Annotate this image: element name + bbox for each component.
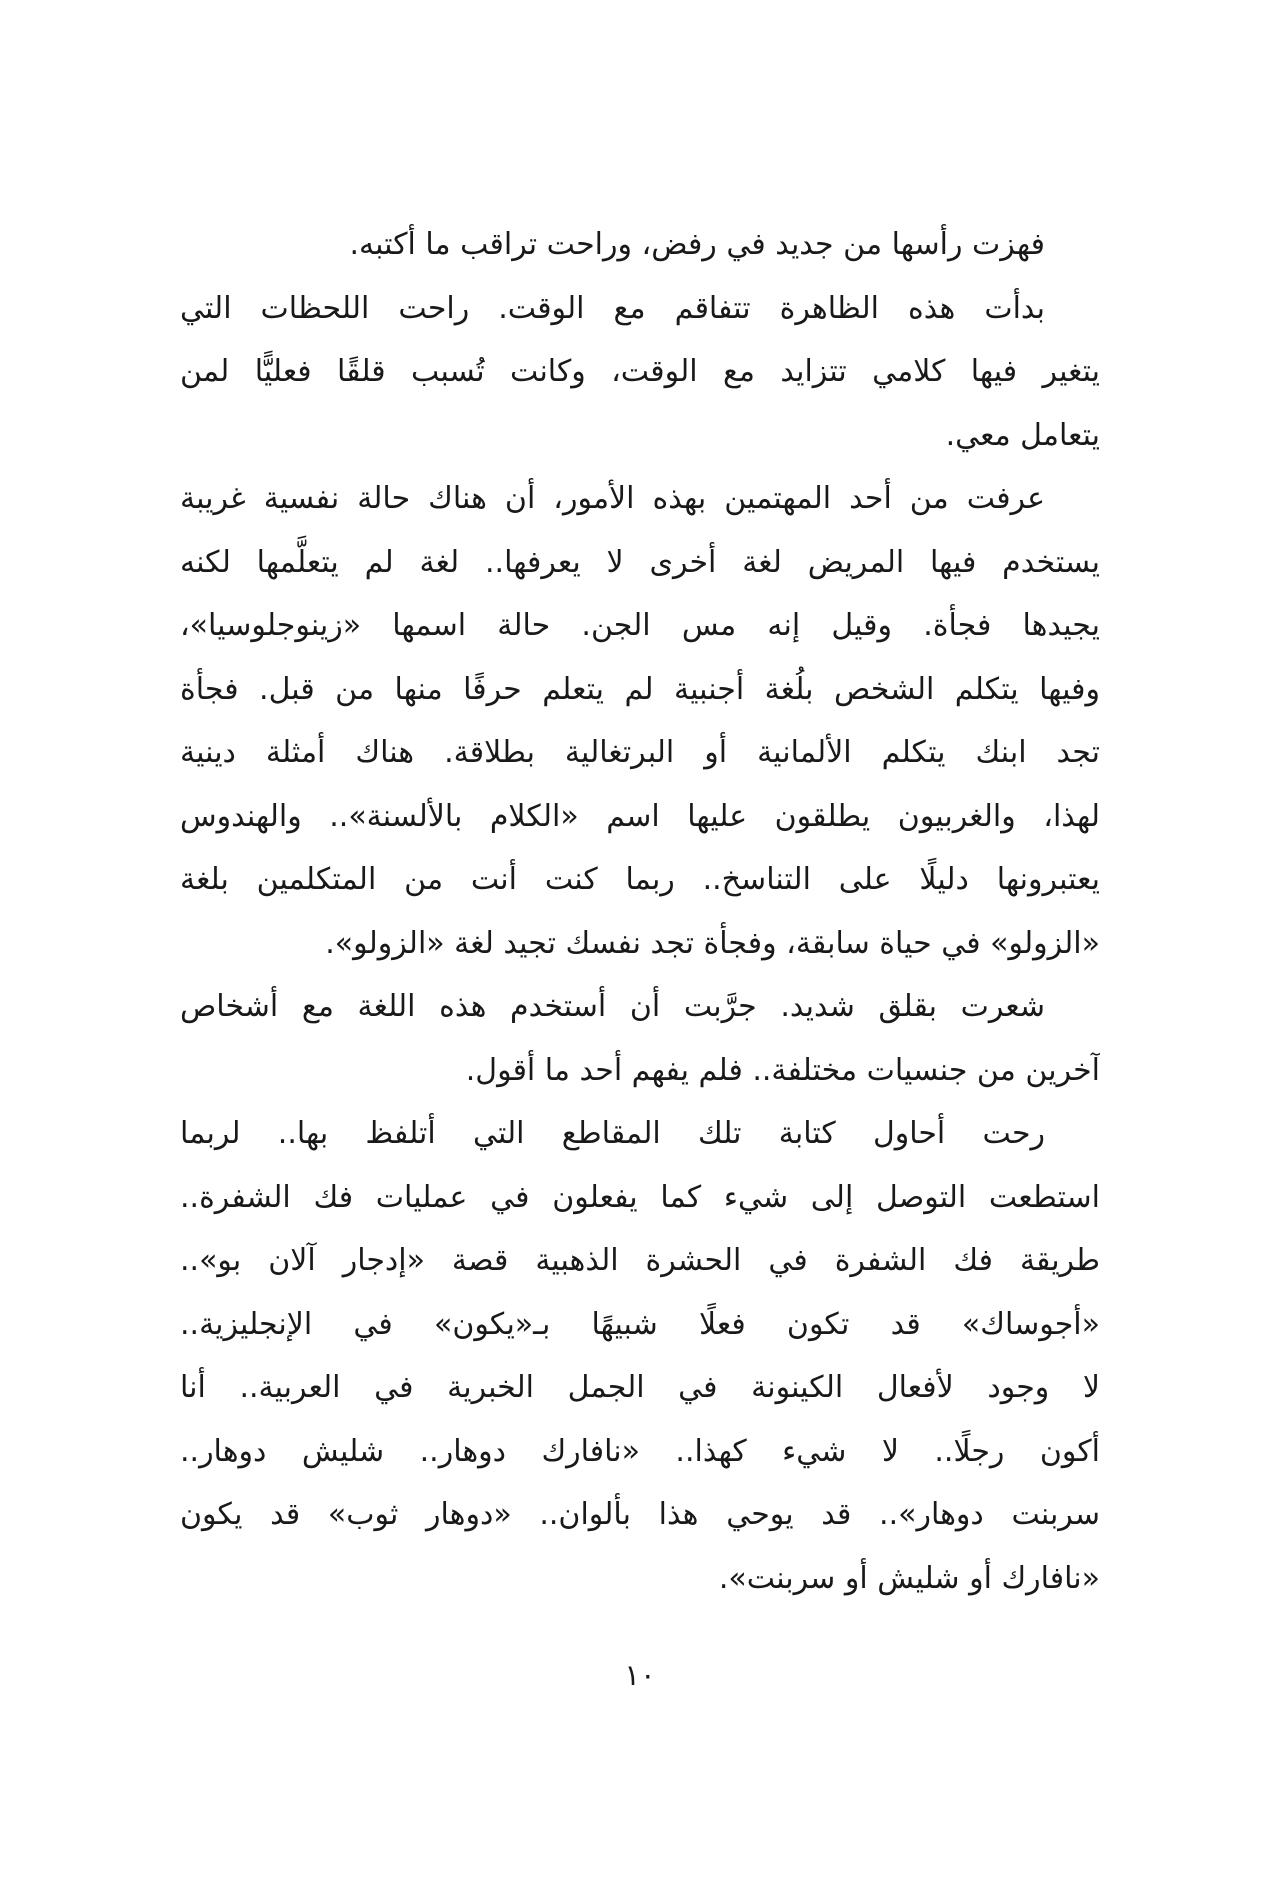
text-line: وفيها يتكلم الشخص بلُغة أجنبية لم يتعلم حرفًا منها من قبل. فجأة xyxy=(180,671,1100,707)
text-line: أكون رجلًا.. لا شيء كهذا.. «نافارك دوهار.. شليش دوهار.. xyxy=(180,1433,1100,1469)
text-line: يتعامل معي. xyxy=(945,417,1100,453)
text-line: فهزت رأسها من جديد في رفض، وراحت تراقب ما أكتبه. xyxy=(349,227,1045,262)
text-line: طريقة فك الشفرة في الحشرة الذهبية قصة «إدجار آلان بو».. xyxy=(180,1243,1100,1278)
text-line: يتغير فيها كلامي تتزايد مع الوقت، وكانت تُسبب قلقًا فعليًّا لمن xyxy=(180,354,1100,389)
text-line: «الزولو» في حياة سابقة، وفجأة تجد نفسك تجيد لغة «الزولو». xyxy=(325,925,1100,961)
text-line: سربنت دوهار».. قد يوحي هذا بألوان.. «دوهار ثوب» قد يكون xyxy=(180,1497,1100,1532)
text-line: يجيدها فجأة. وقيل إنه مس الجن. حالة اسمها «زينوجلوسيا»، xyxy=(180,608,1100,643)
text-line: استطعت التوصل إلى شيء كما يفعلون في عمليات فك الشفرة.. xyxy=(180,1179,1100,1215)
body-text xyxy=(180,213,1100,1610)
text-line: بدأت هذه الظاهرة تتفاقم مع الوقت. راحت اللحظات التي xyxy=(180,290,1045,326)
text-line: لا وجود لأفعال الكينونة في الجمل الخبرية في العربية.. أنا xyxy=(180,1370,1100,1405)
text-line: رحت أحاول كتابة تلك المقاطع التي أتلفظ بها.. لربما xyxy=(180,1116,1045,1151)
text-line: يعتبرونها دليلًا على التناسخ.. ربما كنت أنت من المتكلمين بلغة xyxy=(180,862,1100,897)
text-line: تجد ابنك يتكلم الألمانية أو البرتغالية بطلاقة. هناك أمثلة دينية xyxy=(180,735,1100,770)
text-line: عرفت من أحد المهتمين بهذه الأمور، أن هناك حالة نفسية غريبة xyxy=(180,481,1045,516)
page-number: ١٠ xyxy=(624,1658,656,1692)
text-line: شعرت بقلق شديد. جرَّبت أن أستخدم هذه اللغة مع أشخاص xyxy=(180,989,1045,1024)
text-line: «نافارك أو شليش أو سربنت». xyxy=(718,1560,1100,1596)
text-line: «أجوساك» قد تكون فعلًا شبيهًا بـ«يكون» في الإنجليزية.. xyxy=(180,1306,1100,1342)
text-line: آخرين من جنسيات مختلفة.. فلم يفهم أحد ما أقول. xyxy=(465,1052,1100,1088)
text-line: لهذا، والغربيون يطلقون عليها اسم «الكلام بالألسنة».. والهندوس xyxy=(180,798,1100,834)
text-line: يستخدم فيها المريض لغة أخرى لا يعرفها.. لغة لم يتعلَّمها لكنه xyxy=(180,544,1100,580)
